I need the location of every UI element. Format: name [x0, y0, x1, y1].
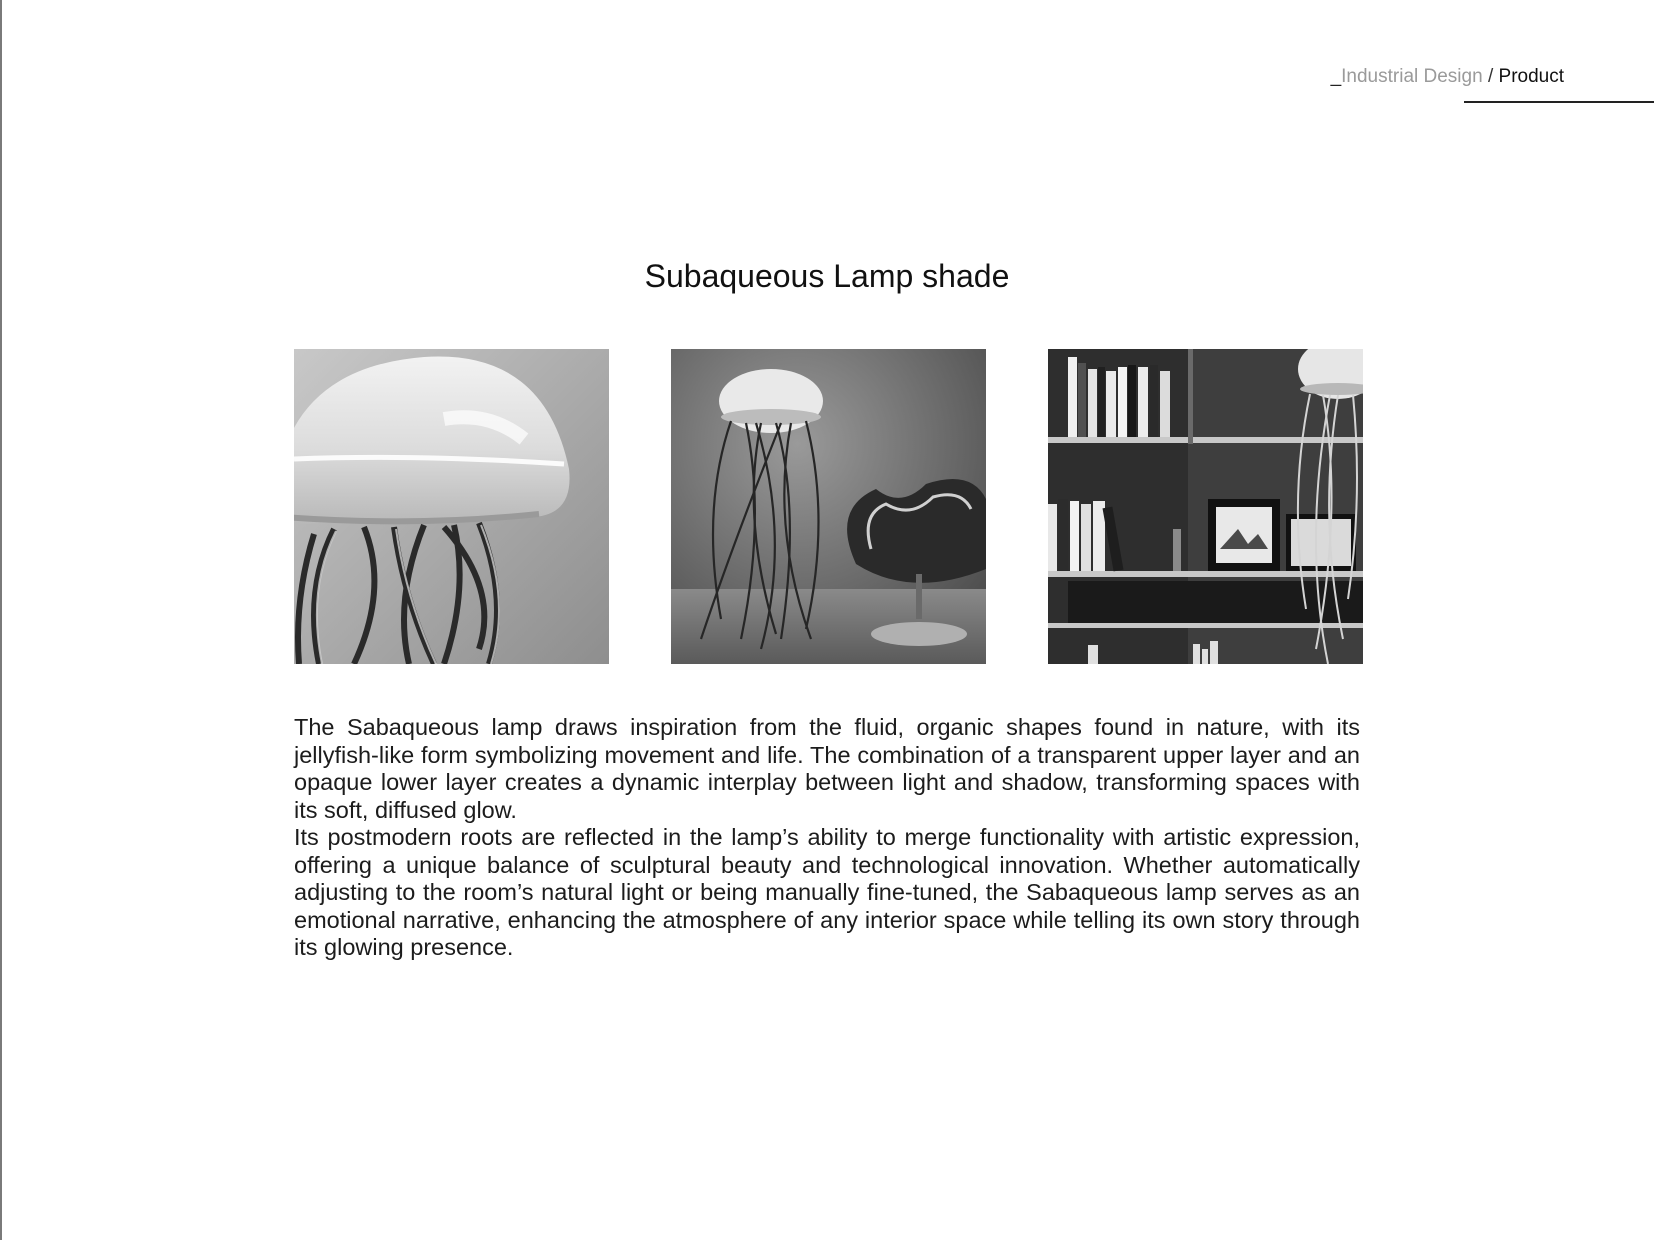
description — [294, 714, 1360, 962]
breadcrumb-separator: / — [1482, 66, 1499, 87]
image-gallery — [294, 349, 1360, 664]
lamp-closeup-image — [294, 349, 609, 664]
breadcrumb-section: Industrial Design — [1341, 66, 1483, 87]
lamp-with-chair-image — [671, 349, 986, 664]
page-left-edge — [0, 0, 2, 1240]
breadcrumb-current: Product — [1498, 66, 1564, 87]
description-paragraph-2: Its postmodern roots are reflected in the lamp’s ability to merge functionality with artistic expression, offering a unique balance of sculptural beauty and technological innovation. Whether automatically adjusting to the room’s natural light or being manually fine-tuned, the Sabaqueous lamp serves as an emotional narrative, enhancing the atmosphere of any interior space while telling its own story through its glowing presence. — [294, 824, 1360, 960]
breadcrumb — [1331, 66, 1564, 88]
lamp-with-bookshelf-image — [1048, 349, 1363, 664]
breadcrumb-prefix: _ — [1330, 66, 1342, 87]
header-rule — [1464, 101, 1654, 103]
page-title: Subaqueous Lamp shade — [644, 258, 1010, 294]
description-paragraph-1: The Sabaqueous lamp draws inspiration from the fluid, organic shapes found in nature, with its jellyfish-like form symbolizing movement and life. The combination of a transparent upper layer and an opaque lower layer creates a dynamic interplay between light and shadow, transforming spaces with its soft, diffused glow. — [294, 714, 1360, 823]
